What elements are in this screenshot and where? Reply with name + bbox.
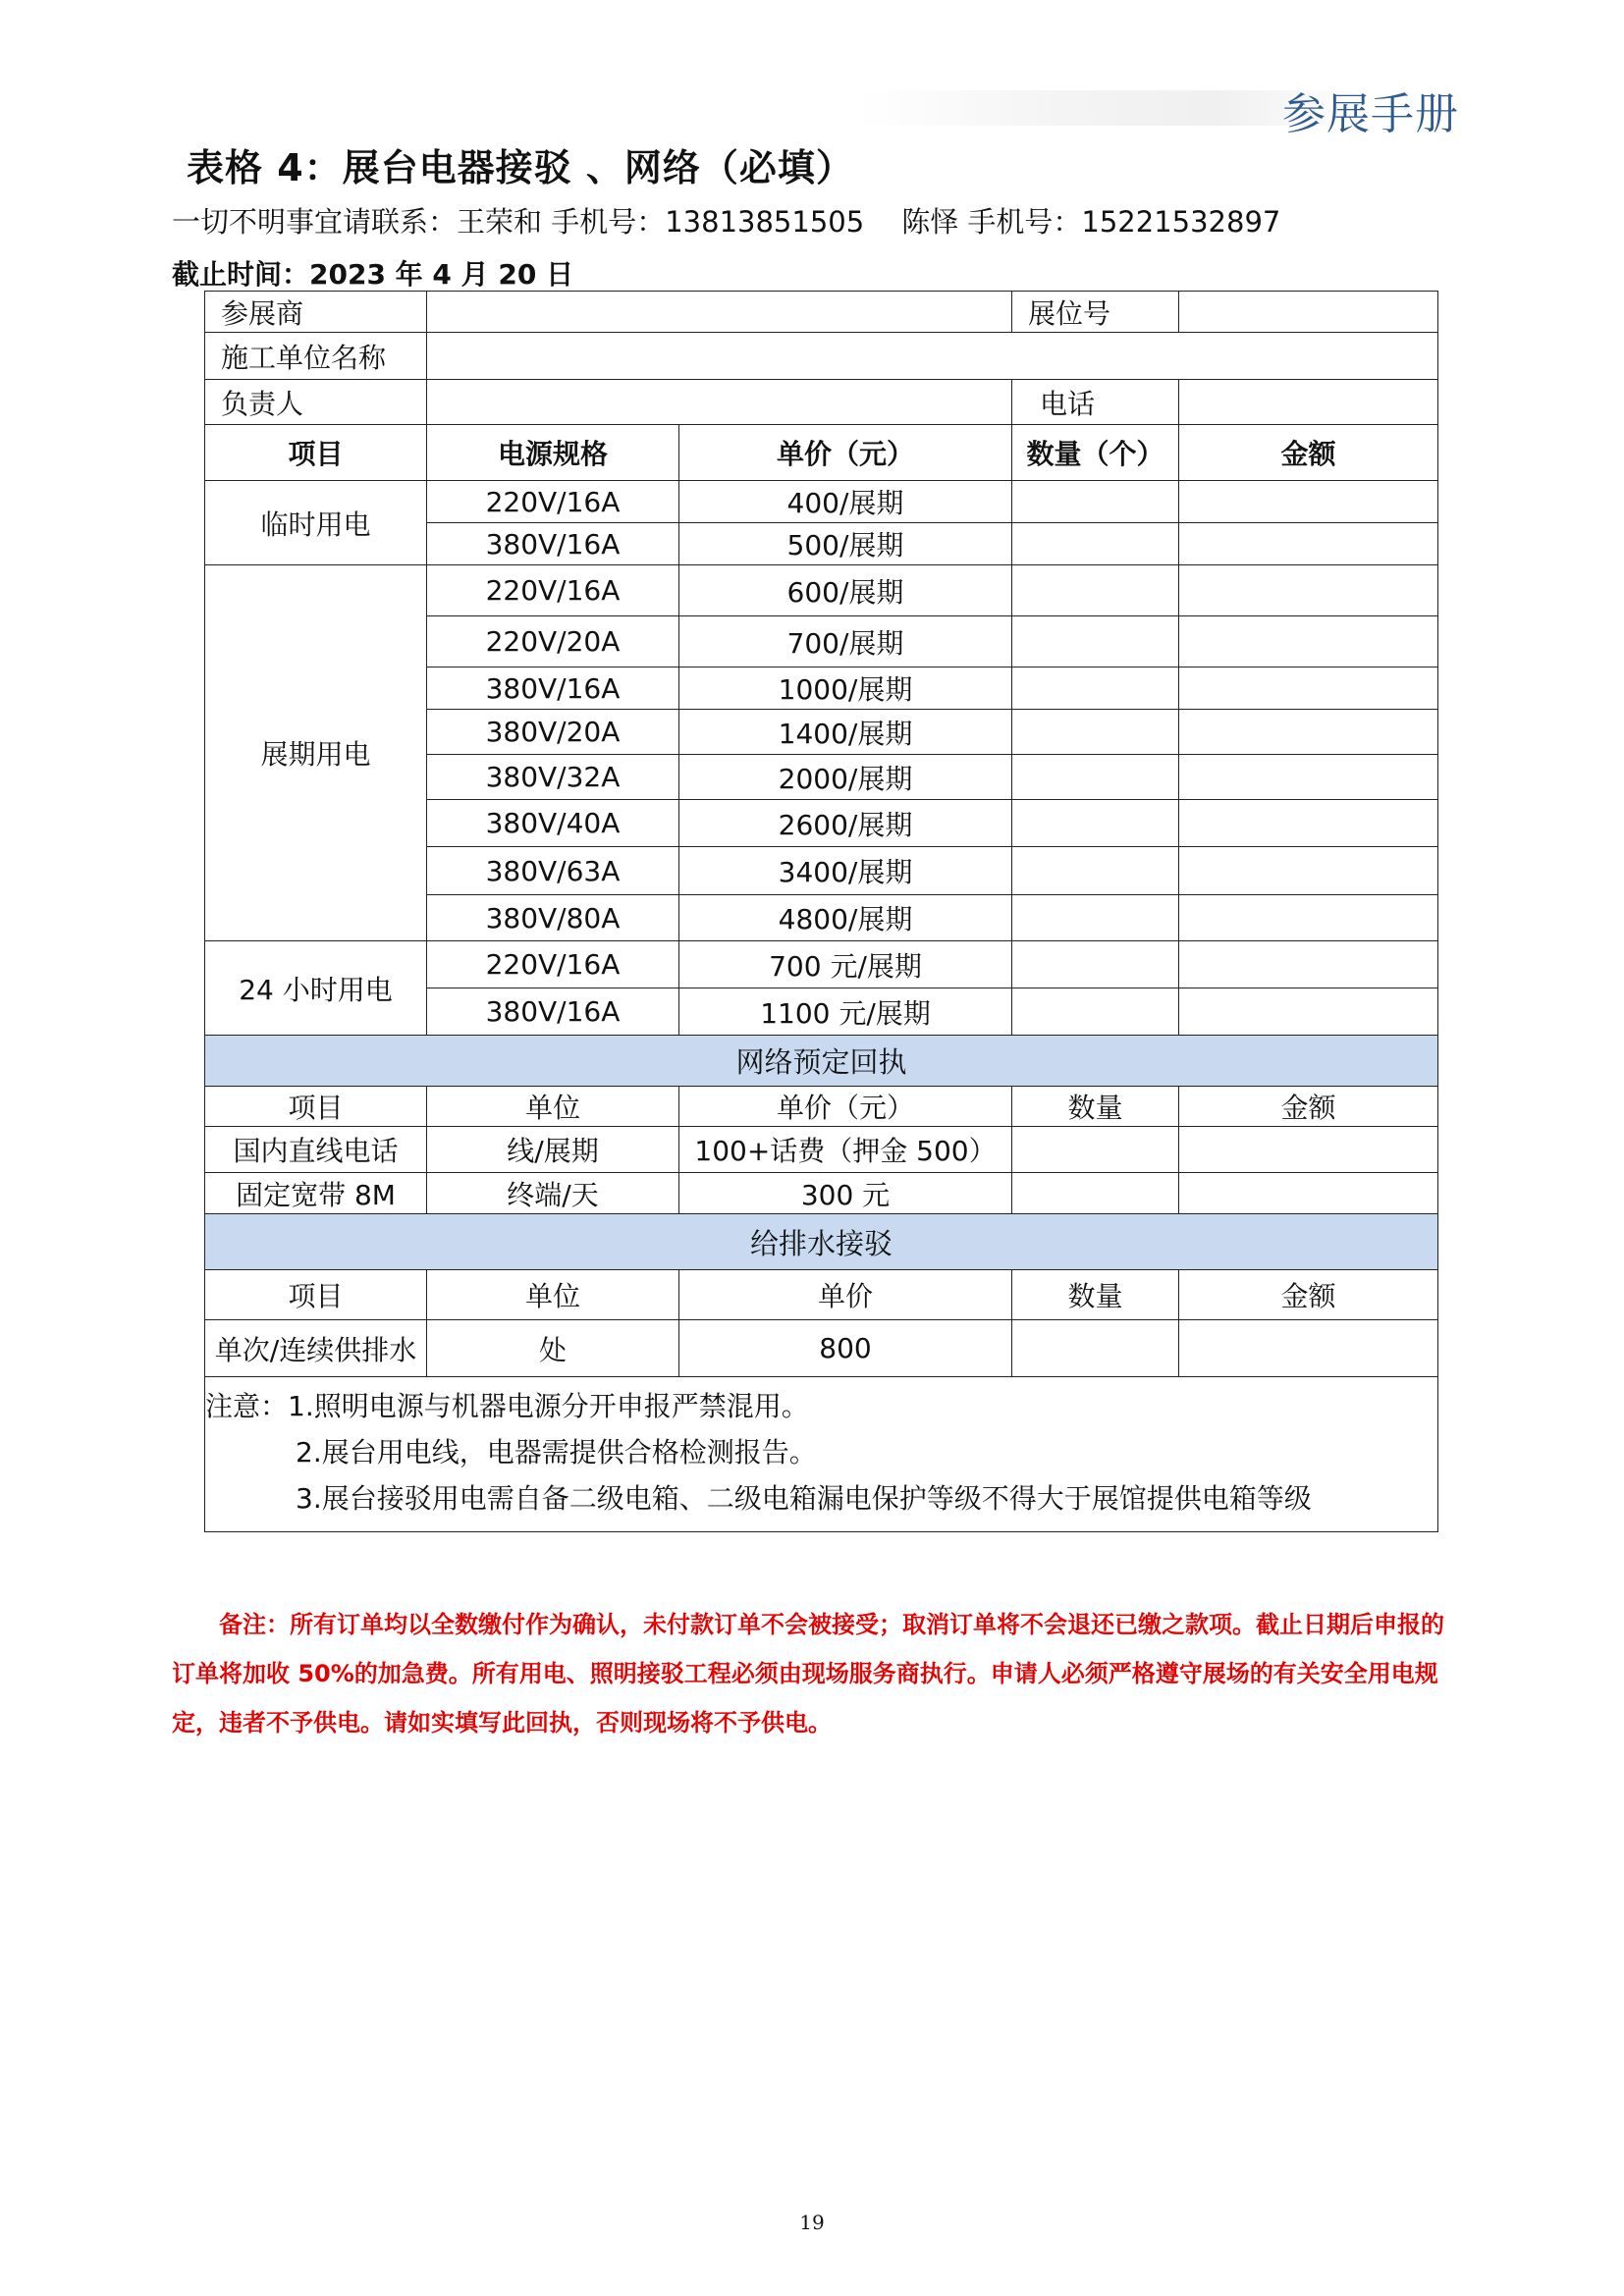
- table-row: [205, 481, 1438, 523]
- power-spec: 380V/16A: [427, 667, 679, 710]
- remark: [172, 1600, 1463, 1747]
- power-header-spec: 电源规格: [427, 425, 679, 481]
- water-header-amount: 金额: [1179, 1270, 1438, 1320]
- qty-field[interactable]: [1012, 710, 1179, 755]
- network-band-row: [205, 1036, 1438, 1087]
- power-header-row: [205, 425, 1438, 481]
- power-spec: 380V/32A: [427, 755, 679, 800]
- amount-field[interactable]: [1179, 710, 1438, 755]
- qty-field[interactable]: [1012, 616, 1179, 667]
- power-price: 1400/展期: [679, 710, 1012, 755]
- amount-field[interactable]: [1179, 941, 1438, 988]
- water-header-unit: 单位: [427, 1270, 679, 1320]
- amount-field[interactable]: [1179, 847, 1438, 895]
- manual-label: 参展手册: [1282, 89, 1459, 139]
- network-price: 300 元: [679, 1173, 1012, 1214]
- power-spec: 220V/16A: [427, 565, 679, 616]
- power-spec: 380V/16A: [427, 988, 679, 1036]
- qty-field[interactable]: [1012, 1173, 1179, 1214]
- amount-field[interactable]: [1179, 755, 1438, 800]
- info-row-exhibitor: [205, 292, 1438, 333]
- deadline: 截止时间：2023 年 4 月 20 日: [172, 258, 574, 291]
- table-row: [205, 1127, 1438, 1173]
- amount-field[interactable]: [1179, 481, 1438, 523]
- water-band-row: [205, 1214, 1438, 1270]
- water-band: 给排水接驳: [205, 1214, 1438, 1270]
- water-unit: 处: [427, 1320, 679, 1377]
- page-number: 19: [799, 2211, 825, 2234]
- power-group-name: 24 小时用电: [205, 941, 427, 1036]
- network-unit: 线/展期: [427, 1127, 679, 1173]
- table-row: [205, 1173, 1438, 1214]
- note-line-1: 注意：1.照明电源与机器电源分开申报严禁混用。: [205, 1390, 809, 1422]
- power-spec: 380V/40A: [427, 800, 679, 847]
- notes: [205, 1377, 1438, 1532]
- remark-text: 备注：所有订单均以全数缴付作为确认，未付款订单不会被接受；取消订单将不会退还已缴之款项。截止日期后申报的订单将加收 50%的加急费。所有用电、照明接驳工程必须由现场服务商执行。申请人必须严格遵守展场的有关安全用电规定，违者不予供电。请如实填写此回执，否则现场将不予供电。: [172, 1611, 1444, 1736]
- water-header-price: 单价: [679, 1270, 1012, 1320]
- contractor-field[interactable]: [427, 333, 1438, 380]
- amount-field[interactable]: [1179, 565, 1438, 616]
- note-line-3: 3.展台接驳用电需自备二级电箱、二级电箱漏电保护等级不得大于展馆提供电箱等级: [296, 1482, 1312, 1515]
- phone-label: 电话: [1012, 380, 1179, 425]
- power-price: 700 元/展期: [679, 941, 1012, 988]
- water-header-qty: 数量: [1012, 1270, 1179, 1320]
- amount-field[interactable]: [1179, 667, 1438, 710]
- qty-field[interactable]: [1012, 1127, 1179, 1173]
- table-row: [205, 1320, 1438, 1377]
- power-price: 3400/展期: [679, 847, 1012, 895]
- network-header-item: 项目: [205, 1087, 427, 1127]
- network-header-qty: 数量: [1012, 1087, 1179, 1127]
- qty-field[interactable]: [1012, 847, 1179, 895]
- power-spec: 380V/80A: [427, 895, 679, 941]
- network-unit: 终端/天: [427, 1173, 679, 1214]
- power-spec: 380V/63A: [427, 847, 679, 895]
- contractor-label: 施工单位名称: [205, 333, 427, 380]
- power-price: 1000/展期: [679, 667, 1012, 710]
- power-header-item: 项目: [205, 425, 427, 481]
- contact-primary: 一切不明事宜请联系：王荣和 手机号：13813851505: [172, 205, 865, 239]
- exhibitor-field[interactable]: [427, 292, 1012, 333]
- power-spec: 220V/16A: [427, 481, 679, 523]
- water-header-item: 项目: [205, 1270, 427, 1320]
- water-item: 单次/连续供排水: [205, 1320, 427, 1377]
- person-label: 负责人: [205, 380, 427, 425]
- table-row: [205, 941, 1438, 988]
- phone-field[interactable]: [1179, 380, 1438, 425]
- qty-field[interactable]: [1012, 667, 1179, 710]
- network-item: 固定宽带 8M: [205, 1173, 427, 1214]
- power-spec: 380V/20A: [427, 710, 679, 755]
- network-band: 网络预定回执: [205, 1036, 1438, 1087]
- power-spec: 380V/16A: [427, 523, 679, 565]
- amount-field[interactable]: [1179, 523, 1438, 565]
- contact-secondary: 陈怿 手机号：15221532897: [901, 205, 1281, 239]
- power-price: 400/展期: [679, 481, 1012, 523]
- power-header-qty: 数量（个）: [1012, 425, 1179, 481]
- power-group-name: 临时用电: [205, 481, 427, 565]
- power-header-price: 单价（元）: [679, 425, 1012, 481]
- power-price: 700/展期: [679, 616, 1012, 667]
- qty-field[interactable]: [1012, 941, 1179, 988]
- info-row-person: [205, 380, 1438, 425]
- amount-field[interactable]: [1179, 1320, 1438, 1377]
- table-row: [205, 565, 1438, 616]
- network-header-price: 单价（元）: [679, 1087, 1012, 1127]
- amount-field[interactable]: [1179, 988, 1438, 1036]
- qty-field[interactable]: [1012, 755, 1179, 800]
- power-spec: 220V/16A: [427, 941, 679, 988]
- power-price: 4800/展期: [679, 895, 1012, 941]
- power-price: 2600/展期: [679, 800, 1012, 847]
- person-field[interactable]: [427, 380, 1012, 425]
- network-header-unit: 单位: [427, 1087, 679, 1127]
- network-price: 100+话费（押金 500）: [679, 1127, 1012, 1173]
- amount-field[interactable]: [1179, 1173, 1438, 1214]
- order-form-table: [204, 291, 1438, 1532]
- qty-field[interactable]: [1012, 800, 1179, 847]
- network-header-row: [205, 1087, 1438, 1127]
- booth-no-field[interactable]: [1179, 292, 1438, 333]
- power-header-amount: 金额: [1179, 425, 1438, 481]
- power-spec: 220V/20A: [427, 616, 679, 667]
- qty-field[interactable]: [1012, 481, 1179, 523]
- qty-field[interactable]: [1012, 565, 1179, 616]
- network-header-amount: 金额: [1179, 1087, 1438, 1127]
- qty-field[interactable]: [1012, 523, 1179, 565]
- qty-field[interactable]: [1012, 895, 1179, 941]
- water-price: 800: [679, 1320, 1012, 1377]
- qty-field[interactable]: [1012, 1320, 1179, 1377]
- power-price: 600/展期: [679, 565, 1012, 616]
- amount-field[interactable]: [1179, 616, 1438, 667]
- amount-field[interactable]: [1179, 895, 1438, 941]
- info-row-contractor: [205, 333, 1438, 380]
- amount-field[interactable]: [1179, 1127, 1438, 1173]
- power-price: 1100 元/展期: [679, 988, 1012, 1036]
- amount-field[interactable]: [1179, 800, 1438, 847]
- note-line-2: 2.展台用电线，电器需提供合格检测报告。: [296, 1436, 817, 1468]
- water-header-row: [205, 1270, 1438, 1320]
- exhibitor-label: 参展商: [205, 292, 427, 333]
- notes-row: [205, 1377, 1438, 1532]
- network-item: 国内直线电话: [205, 1127, 427, 1173]
- power-price: 500/展期: [679, 523, 1012, 565]
- page-title: 表格 4：展台电器接驳 、网络（必填）: [187, 146, 854, 189]
- booth-no-label: 展位号: [1012, 292, 1179, 333]
- power-price: 2000/展期: [679, 755, 1012, 800]
- qty-field[interactable]: [1012, 988, 1179, 1036]
- power-group-name: 展期用电: [205, 565, 427, 941]
- contact-line: [172, 200, 1280, 240]
